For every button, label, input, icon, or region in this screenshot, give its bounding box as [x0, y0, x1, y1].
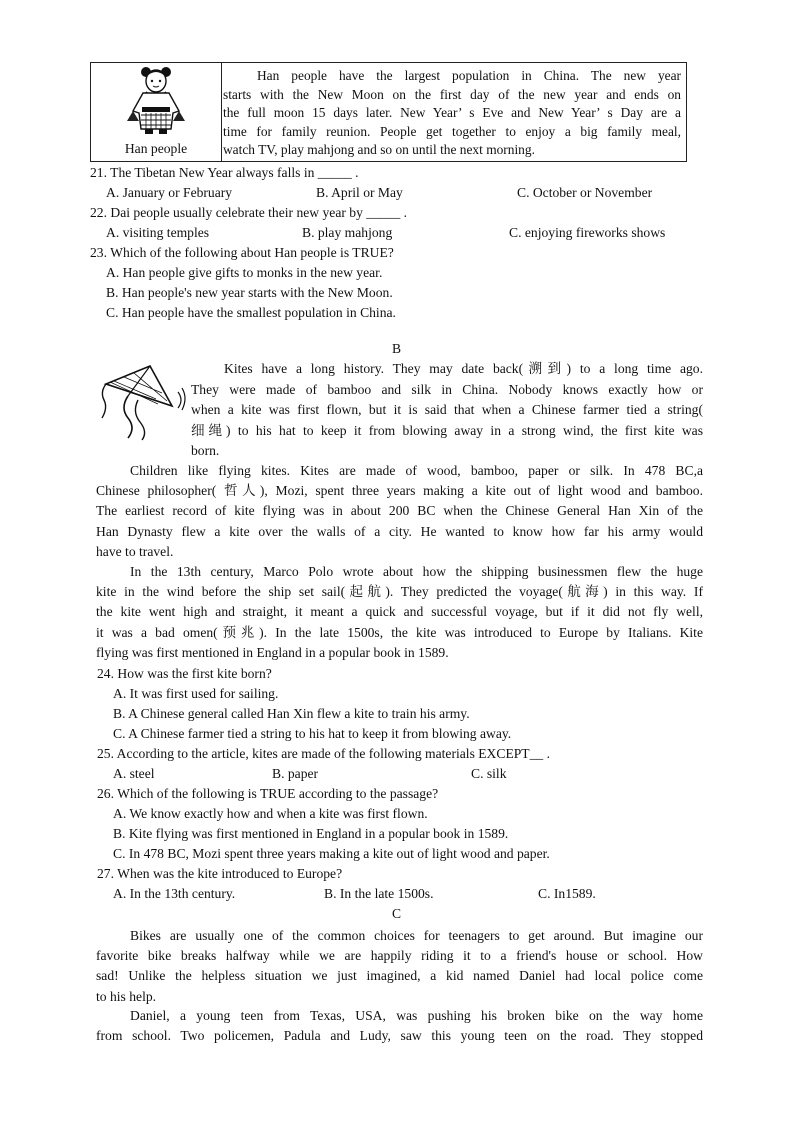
- q27-option-a: A. In the 13th century.: [113, 886, 236, 901]
- q23-option-c: C. Han people have the smallest population in China.: [106, 305, 396, 320]
- question-23: 23. Which of the following about Han people is TRUE?: [90, 245, 394, 260]
- section-heading-b: B: [391, 341, 402, 356]
- text-line: to his help.: [96, 988, 157, 1004]
- q24-option-a: A. It was first used for sailing.: [113, 686, 279, 701]
- text-line: In the 13th century, Marco Polo wrote about how the shipping businessmen flew the huge: [130, 564, 703, 579]
- question-22: 22. Dai people usually celebrate their new year by _____ .: [90, 205, 408, 220]
- paragraph-b2: [96, 461, 703, 562]
- text-line: have to travel.: [96, 543, 174, 559]
- text-line: Children like flying kites. Kites are made of wood, bamboo, paper or silk. In 478 BC,a: [130, 463, 703, 478]
- q25-option-b: B. paper: [272, 766, 319, 781]
- question-27: 27. When was the kite introduced to Europe?: [97, 866, 343, 881]
- han-person-illustration: [91, 63, 221, 141]
- paragraph-c2: [96, 1006, 703, 1046]
- text-line: 细绳) to his hat to keep it from blowing away in a strong wind, the first kite was: [191, 422, 703, 438]
- text-line: sad! Unlike the helpless situation we just imagined, a kid named Daniel had local police come: [96, 968, 703, 984]
- q27-option-b: B. In the late 1500s.: [324, 886, 434, 901]
- kite-intro-paragraph: [191, 359, 703, 462]
- text-line: kite in the wind before the ship set sail(起航). They predicted the voyage(航海) in this way. If: [96, 584, 703, 600]
- q23-option-b: B. Han people's new year starts with the New Moon.: [106, 285, 393, 300]
- q21-option-a: A. January or February: [106, 185, 233, 200]
- text-line: the full moon 15 days later. New Year’ s Eve and New Year’ s Day are a: [223, 105, 681, 121]
- paragraph-c1: [96, 926, 703, 1007]
- text-line: flying was first mentioned in England in a popular book in 1589.: [96, 644, 449, 660]
- text-line: They were made of bamboo and silk in China. Nobody knows exactly how or: [191, 381, 703, 397]
- table-divider: [221, 63, 222, 161]
- q25-option-c: C. silk: [471, 766, 507, 781]
- text-line: when a kite was first flown, but it is said that when a Chinese farmer tied a string(: [191, 402, 703, 417]
- question-25: 25. According to the article, kites are made of the following materials EXCEPT__ .: [97, 746, 551, 761]
- q22-option-b: B. play mahjong: [302, 225, 393, 240]
- q22-option-c: C. enjoying fireworks shows: [509, 225, 666, 240]
- question-24: 24. How was the first kite born?: [97, 666, 272, 681]
- text-line: watch TV, play mahjong and so on until the next morning.: [223, 142, 535, 158]
- han-people-description: [223, 67, 681, 160]
- section-heading-c: C: [391, 906, 402, 921]
- han-people-table: [90, 62, 687, 162]
- text-line: Daniel, a young teen from Texas, USA, was pushing his broken bike on the way home: [130, 1008, 703, 1023]
- q27-option-c: C. In1589.: [538, 886, 596, 901]
- q26-option-a: A. We know exactly how and when a kite was first flown.: [113, 806, 428, 821]
- text-line: starts with the New Moon on the first day of the new year and ends on: [223, 86, 681, 102]
- question-21: 21. The Tibetan New Year always falls in _____ .: [90, 165, 359, 180]
- q24-option-b: B. A Chinese general called Han Xin flew a kite to train his army.: [113, 706, 470, 721]
- text-line: the kite went high and straight, it meant a quick and successful voyage, but if it did not fly well,: [96, 604, 703, 620]
- q26-option-b: B. Kite flying was first mentioned in England in a popular book in 1589.: [113, 826, 509, 841]
- kite-illustration: [98, 362, 188, 442]
- text-line: time for family reunion. People get together to enjoy a big family meal,: [223, 123, 681, 139]
- figure-caption: Han people: [124, 141, 188, 156]
- q25-option-a: A. steel: [113, 766, 155, 781]
- q23-option-a: A. Han people give gifts to monks in the new year.: [106, 265, 383, 280]
- paragraph-b3: [96, 562, 703, 663]
- text-line: The earliest record of kite flying was in about 200 BC when the Chinese General Han Xin of the: [96, 503, 703, 519]
- q21-option-c: C. October or November: [517, 185, 653, 200]
- text-line: from school. Two policemen, Padula and Ludy, saw this young teen on the road. They stopped: [96, 1028, 703, 1044]
- q21-option-b: B. April or May: [316, 185, 403, 200]
- text-line: Kites have a long history. They may date back(溯到) to a long time ago.: [224, 361, 703, 376]
- question-26: 26. Which of the following is TRUE according to the passage?: [97, 786, 439, 801]
- q24-option-c: C. A Chinese farmer tied a string to his hat to keep it from blowing away.: [113, 726, 512, 741]
- text-line: Han Dynasty flew a kite over the walls of a city. He wanted to know how far his army would: [96, 523, 703, 539]
- text-line: it was a bad omen(预兆). In the late 1500s, the kite was introduced to Europe by Italians. Kite: [96, 624, 703, 640]
- text-line: Bikes are usually one of the common choices for teenagers to get around. But imagine our: [130, 928, 703, 943]
- text-line: Han people have the largest population in China. The new year: [257, 68, 681, 83]
- text-line: favorite bike breaks halfway while we are happily riding it to a friend's house or school. How: [96, 948, 703, 964]
- text-line: born.: [191, 443, 220, 458]
- q22-option-a: A. visiting temples: [106, 225, 210, 240]
- han-people-figure-cell: [91, 63, 221, 161]
- text-line: Chinese philosopher( 哲人), Mozi, spent three years making a kite out of light wood and bamboo.: [96, 483, 703, 499]
- q26-option-c: C. In 478 BC, Mozi spent three years making a kite out of light wood and paper.: [113, 846, 550, 861]
